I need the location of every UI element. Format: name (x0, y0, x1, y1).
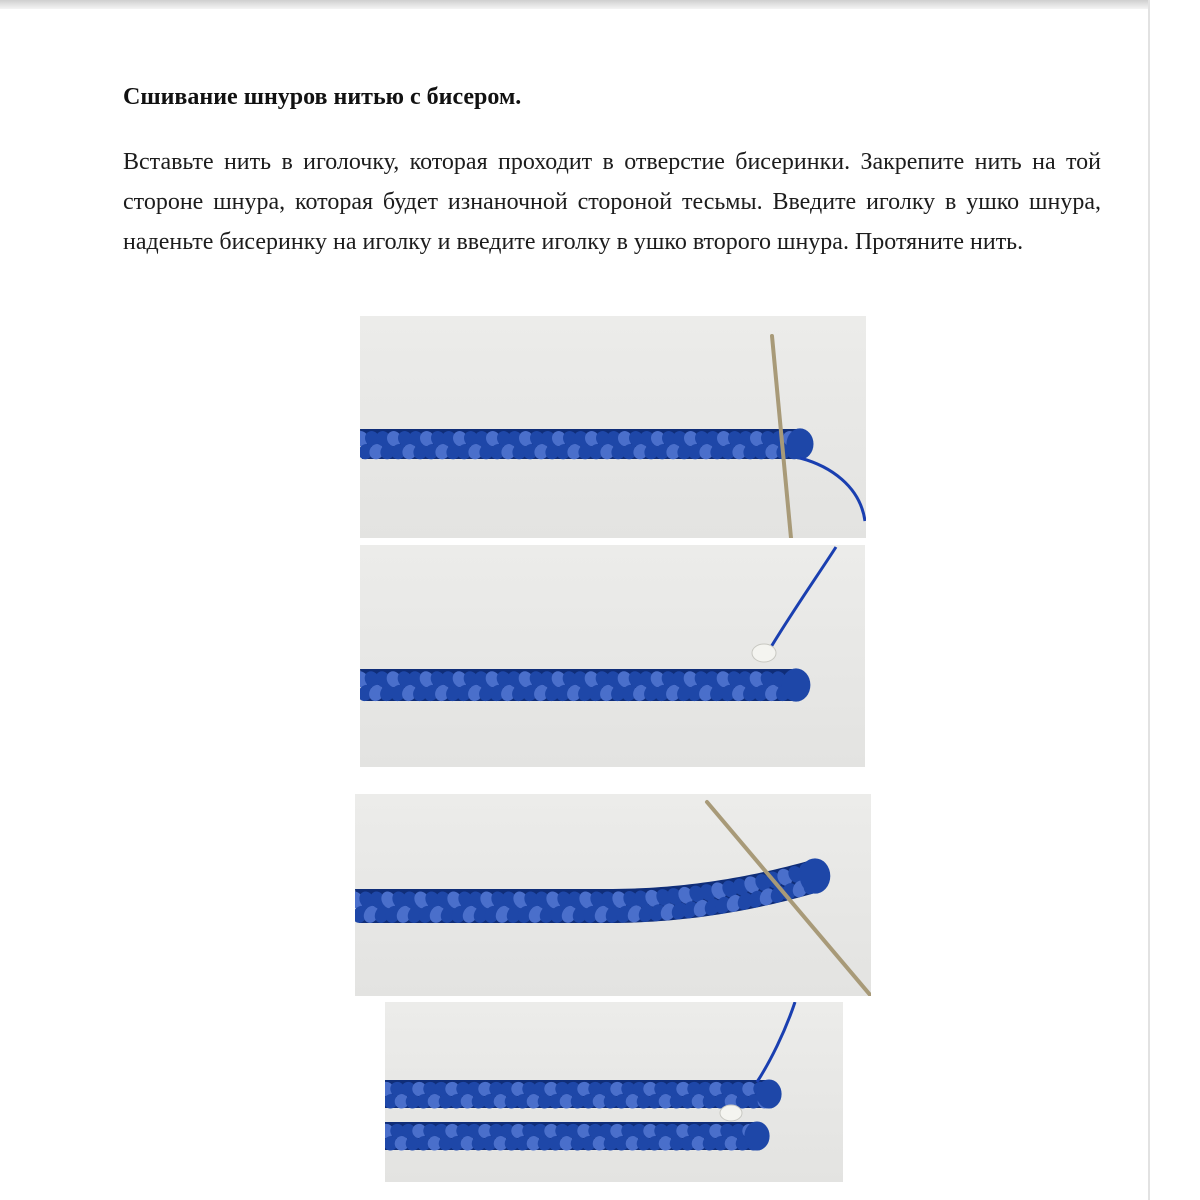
thread (800, 458, 865, 521)
knitted-cord (355, 858, 830, 925)
photo-step-3 (355, 794, 871, 996)
knitted-cord-needle-photo-icon (360, 316, 866, 538)
knitted-cord-bead-photo-icon (360, 545, 865, 767)
thread (768, 547, 836, 652)
bead (720, 1105, 742, 1121)
photo-step-4 (385, 1002, 843, 1182)
page-right-edge (1148, 0, 1150, 1200)
knitted-cord (360, 428, 814, 461)
thread (757, 1002, 795, 1082)
knitted-cord (385, 1079, 782, 1111)
knitted-cord (385, 1121, 770, 1153)
document-paragraph: Вставьте нить в иголочку, которая проходит в отверстие бисеринки. Закрепите нить на той стороне шнура, которая будет изнаночной стороной тесьмы. Введите иголку в ушко шнура, наденьте бисеринку на иголку и введите иголку в ушко второго шнура. Протяните нить. (123, 149, 1101, 255)
photo-step-1 (360, 316, 866, 538)
knitted-cord-needle-photo-icon (355, 794, 871, 996)
photo-step-2 (360, 545, 865, 767)
window-top-edge (0, 0, 1150, 9)
bead (752, 644, 776, 662)
document-heading: Сшивание шнуров нитью с бисером. (123, 84, 522, 110)
knitted-cord (360, 668, 810, 703)
two-cords-bead-photo-icon (385, 1002, 843, 1182)
